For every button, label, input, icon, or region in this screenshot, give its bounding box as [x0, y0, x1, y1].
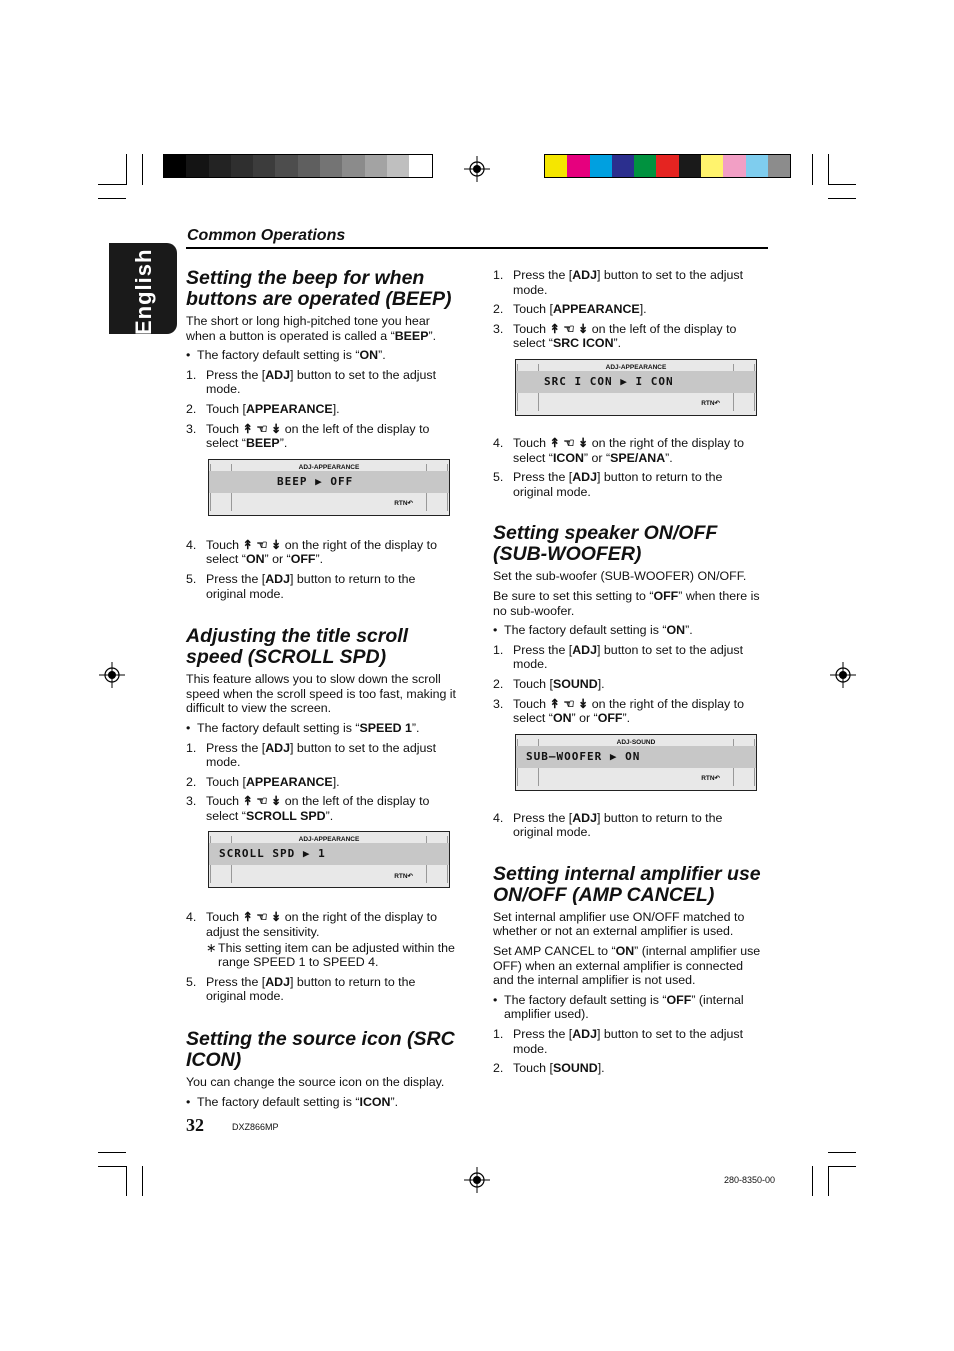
scroll-step-2: 2. Touch [APPEARANCE]. [186, 774, 340, 789]
beep-step-5: 5. Press the [ADJ] button to return to the original mode. [186, 571, 416, 601]
color-swatch [656, 155, 678, 177]
scroll-note: ∗ This setting item can be adjusted within the range SPEED 1 to SPEED 4. [206, 941, 458, 970]
crop-mark [126, 1166, 127, 1196]
color-swatch [298, 155, 320, 177]
color-swatch [545, 155, 567, 177]
crop-mark [98, 1152, 126, 1153]
lcd-display-beep: ADJ-APPEARANCE BEEP ▶ OFF RTN↶ [208, 459, 450, 516]
beep-intro: The short or long high-pitched tone you hear when a button is operated is called a “BEEP”. [186, 314, 437, 343]
left-column [186, 268, 458, 1114]
amp-step-1: 1. Press the [ADJ] button to set to the adjust mode. [493, 1027, 744, 1056]
src-default: • The factory default setting is “ICON”. [186, 1095, 458, 1110]
header-rule [186, 247, 768, 249]
registration-mark-icon [464, 156, 490, 182]
crop-mark [98, 198, 126, 199]
color-swatch [409, 155, 431, 177]
registration-mark-icon [830, 662, 856, 688]
amp-intro-2: Set AMP CANCEL to “ON” (internal amplifier use OFF) when an external amplifier is connected and the internal amplifier is not used. [493, 944, 761, 988]
beep-step-3: 3. Touch ↟ ☜ ↡ on the left of the display to select “BEEP”. [186, 421, 430, 451]
scroll-step-5: 5. Press the [ADJ] button to return to the original mode. [186, 974, 416, 1004]
navigation-arrows-icon: ↟ ☜ ↡ [242, 910, 282, 925]
scroll-step-3: 3. Touch ↟ ☜ ↡ on the left of the display to select “SCROLL SPD”. [186, 794, 430, 823]
crop-mark [126, 154, 127, 185]
src-step-1: 1. Press the [ADJ] button to set to the adjust mode. [493, 268, 744, 297]
beep-title: Setting the beep for when buttons are operated (BEEP) [186, 267, 452, 310]
amp-default: • The factory default setting is “OFF” (internal amplifier used). [493, 993, 765, 1022]
src-step-2: 2. Touch [APPEARANCE]. [493, 302, 647, 317]
crop-mark [98, 1166, 126, 1167]
navigation-arrows-icon: ↟ ☜ ↡ [549, 321, 589, 336]
language-tab-label: English [131, 248, 156, 335]
registration-mark-icon [99, 662, 125, 688]
crop-mark [828, 184, 856, 185]
src-intro: You can change the source icon on the display. [186, 1075, 445, 1090]
color-swatch [387, 155, 409, 177]
color-swatch [567, 155, 589, 177]
beep-step-1: 1. Press the [ADJ] button to set to the adjust mode. [186, 367, 437, 397]
src-step-3: 3. Touch ↟ ☜ ↡ on the left of the display to select “SRC ICON”. [493, 321, 737, 351]
sub-intro-1: Set the sub-woofer (SUB-WOOFER) ON/OFF. [493, 569, 747, 584]
scroll-title: Adjusting the title scroll speed (SCROLL SPD) [186, 625, 409, 669]
color-swatch [186, 155, 208, 177]
color-swatch [590, 155, 612, 177]
color-swatch [679, 155, 701, 177]
scroll-default: • The factory default setting is “SPEED 1”. [186, 721, 458, 736]
color-swatch [365, 155, 387, 177]
amp-intro-1: Set internal amplifier use ON/OFF matched to whether or not an external amplifier is used. [493, 909, 745, 939]
color-swatch [253, 155, 275, 177]
crop-mark [812, 1166, 813, 1196]
navigation-arrows-icon: ↟ ☜ ↡ [549, 696, 589, 711]
sub-step-1: 1. Press the [ADJ] button to set to the adjust mode. [493, 642, 744, 672]
section-header: Common Operations [187, 227, 346, 244]
page-number: 32 [186, 1115, 204, 1135]
src-step-5: 5. Press the [ADJ] button to return to the original mode. [493, 470, 723, 499]
crop-mark [828, 1166, 856, 1167]
beep-step-4: 4. Touch ↟ ☜ ↡ on the right of the display to select “ON” or “OFF”. [186, 537, 437, 567]
scroll-step-4: 4. Touch ↟ ☜ ↡ on the right of the display to adjust the sensitivity. ∗ This setting item can be adjusted within the range SPEED 1 to SPEED 4. [186, 910, 458, 969]
color-swatch [275, 155, 297, 177]
navigation-arrows-icon: ↟ ☜ ↡ [242, 537, 282, 552]
beep-default: • The factory default setting is “ON”. [186, 348, 458, 363]
color-swatch [320, 155, 342, 177]
color-swatch [701, 155, 723, 177]
sub-step-3: 3. Touch ↟ ☜ ↡ on the right of the display to select “ON” or “OFF”. [493, 696, 744, 726]
sub-title: Setting speaker ON/OFF (SUB-WOOFER) [493, 522, 718, 566]
navigation-arrows-icon: ↟ ☜ ↡ [242, 421, 282, 436]
crop-mark [828, 1166, 829, 1196]
language-tab [109, 243, 177, 334]
crop-mark [142, 1166, 143, 1196]
scroll-intro: This feature allows you to slow down the scroll speed when the scroll speed is too fast, making it difficult to view the screen. [186, 672, 456, 716]
color-swatch [612, 155, 634, 177]
amp-step-2: 2. Touch [SOUND]. [493, 1061, 605, 1076]
beep-step-2: 2. Touch [APPEARANCE]. [186, 401, 340, 416]
lcd-display-src: ADJ-APPEARANCE SRC I CON ▶ I CON RTN↶ [515, 359, 757, 416]
sub-step-4: 4. Press the [ADJ] button to return to the original mode. [493, 810, 723, 840]
lcd-display-scroll: ADJ-APPEARANCE SCROLL SPD ▶ 1 RTN↶ [208, 831, 450, 888]
crop-mark [812, 154, 813, 185]
crop-mark [98, 184, 126, 185]
color-swatch [768, 155, 790, 177]
color-swatch [209, 155, 231, 177]
color-swatch [723, 155, 745, 177]
document-code: 280-8350-00 [724, 1175, 776, 1185]
scroll-step-1: 1. Press the [ADJ] button to set to the adjust mode. [186, 740, 437, 770]
registration-mark-icon [464, 1167, 490, 1193]
crop-mark [828, 1152, 856, 1153]
grayscale-bar [163, 154, 433, 178]
sub-intro-2: Be sure to set this setting to “OFF” when there is no sub-woofer. [493, 588, 760, 618]
right-column [493, 268, 765, 1081]
sub-default: • The factory default setting is “ON”. [493, 623, 765, 638]
src-step-4: 4. Touch ↟ ☜ ↡ on the right of the display to select “ICON” or “SPE/ANA”. [493, 435, 744, 465]
color-swatch [231, 155, 253, 177]
crop-mark [828, 198, 856, 199]
model-number: DXZ866MP [232, 1122, 279, 1132]
src-title: Setting the source icon (SRC ICON) [186, 1028, 455, 1072]
color-swatch [164, 155, 186, 177]
color-swatch [634, 155, 656, 177]
amp-title: Setting internal amplifier use ON/OFF (AMP CANCEL) [493, 862, 761, 906]
color-bar [544, 154, 791, 178]
sub-step-2: 2. Touch [SOUND]. [493, 676, 605, 691]
navigation-arrows-icon: ↟ ☜ ↡ [242, 794, 282, 809]
crop-mark [828, 154, 829, 185]
color-swatch [746, 155, 768, 177]
lcd-display-sub: ADJ-SOUND SUB–WOOFER ▶ ON RTN↶ [515, 734, 757, 791]
crop-mark [142, 154, 143, 185]
navigation-arrows-icon: ↟ ☜ ↡ [549, 435, 589, 450]
color-swatch [342, 155, 364, 177]
